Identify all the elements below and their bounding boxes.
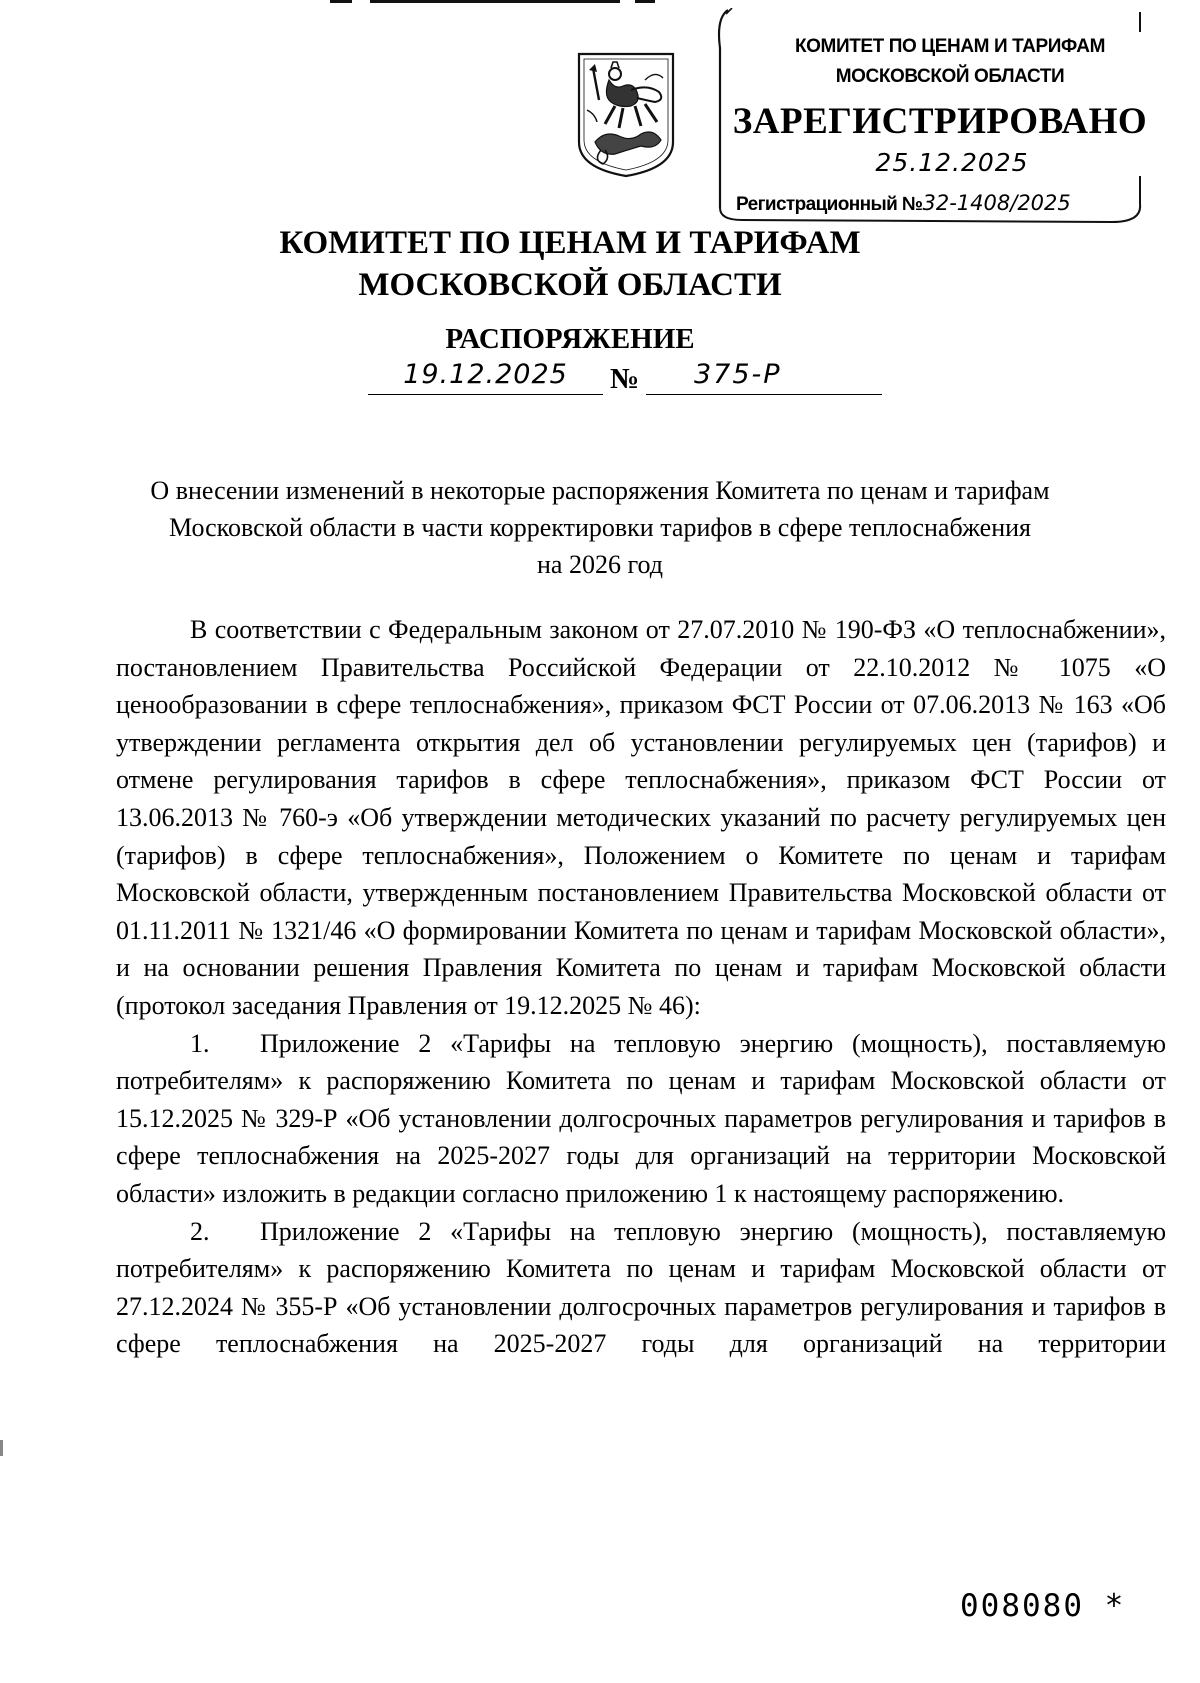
stamp-org-line1: КОМИТЕТ ПО ЦЕНАМ И ТАРИФАМ (794, 36, 1106, 57)
list-item-text: Приложение 2 «Тарифы на тепловую энергию (мощность), поставляемую потребителям» к распоряжению Комитета по ценам и тарифам Московской области от 15.12.2025 № 329-Р «Об установлении долгосрочных параметров регулирования и тарифов в сфере теплоснабжения на 2025-2027 годы для организаций на территории Московской области» изложить в редакции согласно приложению 1 к настоящему распоряжению. (116, 1028, 1166, 1208)
document-subject (130, 472, 1070, 583)
subject-line1: О внесении изменений в некоторые распоряжения Комитета по ценам и тарифам (150, 476, 1050, 505)
stamp-registration-line (736, 191, 1156, 216)
document-number: 375-Р (646, 359, 882, 395)
list-item-number: 2. (190, 1216, 210, 1246)
organization-title-line1: КОМИТЕТ ПО ЦЕНАМ И ТАРИФАМ (279, 225, 861, 261)
stamp-registration-number: 32-1408/2025 (922, 191, 1071, 215)
document-body (116, 611, 1166, 1363)
registration-stamp (712, 8, 1148, 228)
subject-line3: на 2026 год (537, 550, 663, 579)
subject-line2: Московской области в части корректировки тарифов в сфере теплоснабжения (169, 513, 1031, 542)
document-type: РАСПОРЯЖЕНИЕ (445, 323, 695, 355)
list-item (116, 1213, 1166, 1363)
organization-title-line2: МОСКОВСКОЙ ОБЛАСТИ (358, 267, 782, 303)
stamp-registration-label: Регистрационный № (736, 194, 923, 215)
preamble-paragraph: В соответствии с Федеральным законом от 27.07.2010 № 190-ФЗ «О теплоснабжении», постановлением Правительства Российской Федерации от 22.10.2012 № 1075 «О ценообразовании в сфере теплоснабжения», приказом ФСТ России от 07.06.2013 № 163 «Об утверждении регламента открытия дел об установлении регулируемых цен (тарифов) и отмене регулирования тарифов в сфере теплоснабжения», приказом ФСТ России от 13.06.2013 № 760-э «Об утверждении методических указаний по расчету регулируемых цен (тарифов) в сфере теплоснабжения», Положением о Комитете по ценам и тарифам Московской области, утвержденным постановлением Правительства Московской области от 01.11.2011 № 1321/46 «О формировании Комитета по ценам и тарифам Московской области», и на основании решения Правления Комитета по ценам и тарифам Московской области (протокол заседания Правления от 19.12.2025 № 46): (116, 615, 1166, 1020)
footer-document-number: 008080 * (960, 1588, 1126, 1624)
list-item-number: 1. (190, 1028, 210, 1058)
stamp-org-line2: МОСКОВСКОЙ ОБЛАСТИ (835, 66, 1065, 87)
scan-edge-mark (0, 1440, 3, 1456)
list-item (116, 1025, 1166, 1213)
stamp-registered-label: ЗАРЕГИСТРИРОВАНО (732, 101, 1148, 142)
list-item-text: Приложение 2 «Тарифы на тепловую энергию (мощность), поставляемую потребителям» к распоряжению Комитета по ценам и тарифам Московской области от 27.12.2024 № 355-Р «Об установлении долгосрочных параметров регулирования и тарифов в сфере теплоснабжения на 2025-2027 годы для организаций на территории (116, 1216, 1166, 1359)
number-sign: № (610, 363, 640, 395)
organization-title (150, 222, 990, 306)
stamp-date: 25.12.2025 (875, 148, 1029, 177)
document-date: 19.12.2025 (368, 359, 603, 395)
top-edge-marks (330, 0, 730, 4)
coat-of-arms-emblem (575, 50, 677, 178)
